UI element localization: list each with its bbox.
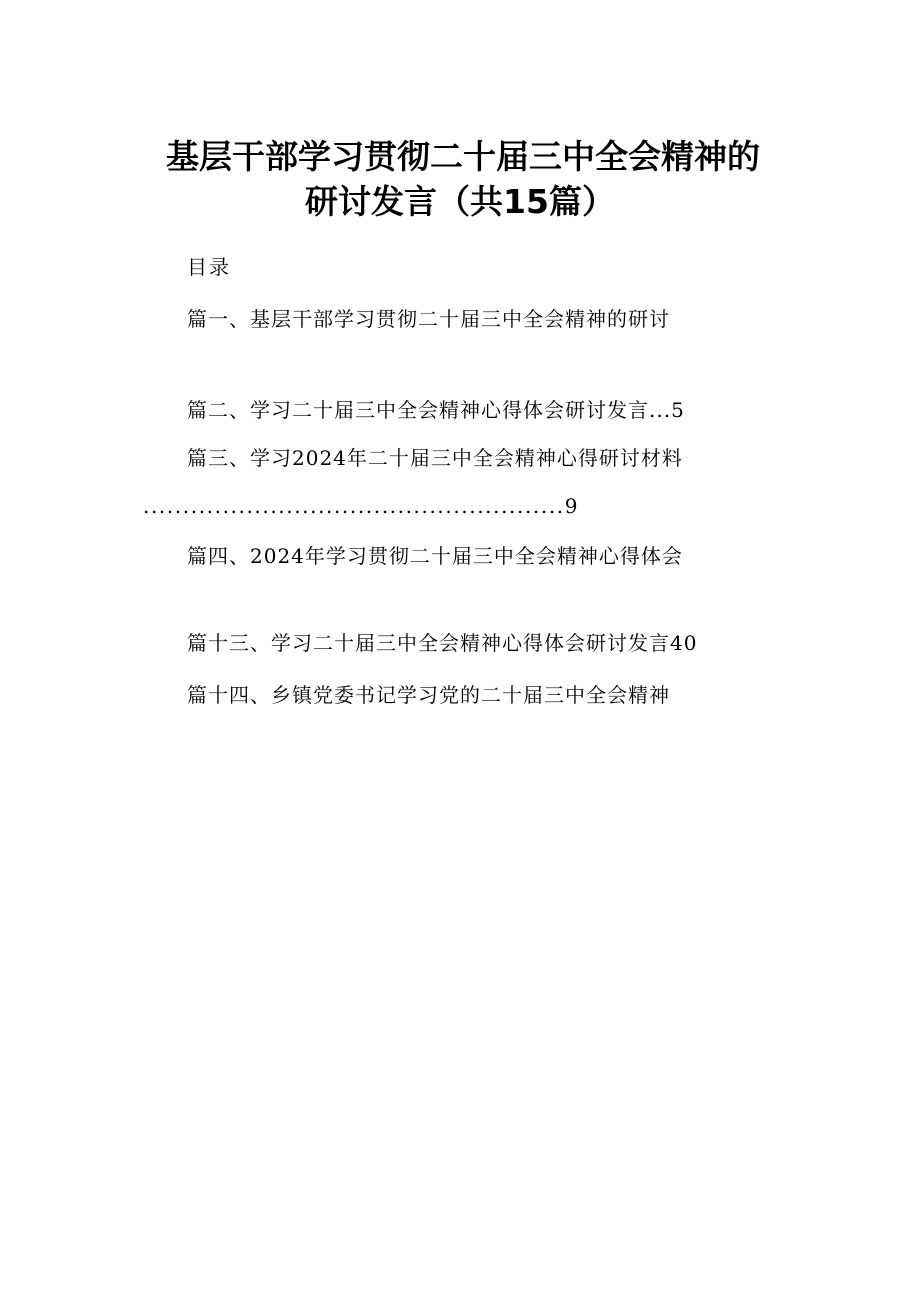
- document-title-line-1: 基层干部学习贯彻二十届三中全会精神的: [166, 137, 760, 176]
- toc-heading: 目录: [187, 255, 231, 279]
- toc-entry-13[interactable]: 篇十三、学习二十届三中全会精神心得体会研讨发言40: [187, 631, 698, 655]
- toc-entry-3[interactable]: 篇三、学习2024年二十届三中全会精神心得研讨材料: [187, 446, 683, 470]
- toc-entry-14[interactable]: 篇十四、乡镇党委书记学习党的二十届三中全会精神: [187, 683, 670, 707]
- toc-entry-2[interactable]: 篇二、学习二十届三中全会精神心得体会研讨发言...5: [187, 398, 685, 422]
- toc-entry-4[interactable]: 篇四、2024年学习贯彻二十届三中全会精神心得体会: [187, 544, 683, 568]
- document-title-line-2: 研讨发言（共15篇）: [305, 182, 615, 221]
- toc-entry-1[interactable]: 篇一、基层干部学习贯彻二十届三中全会精神的研讨: [187, 307, 670, 331]
- toc-entry-3-leader-page[interactable]: .....................................................9: [143, 494, 580, 518]
